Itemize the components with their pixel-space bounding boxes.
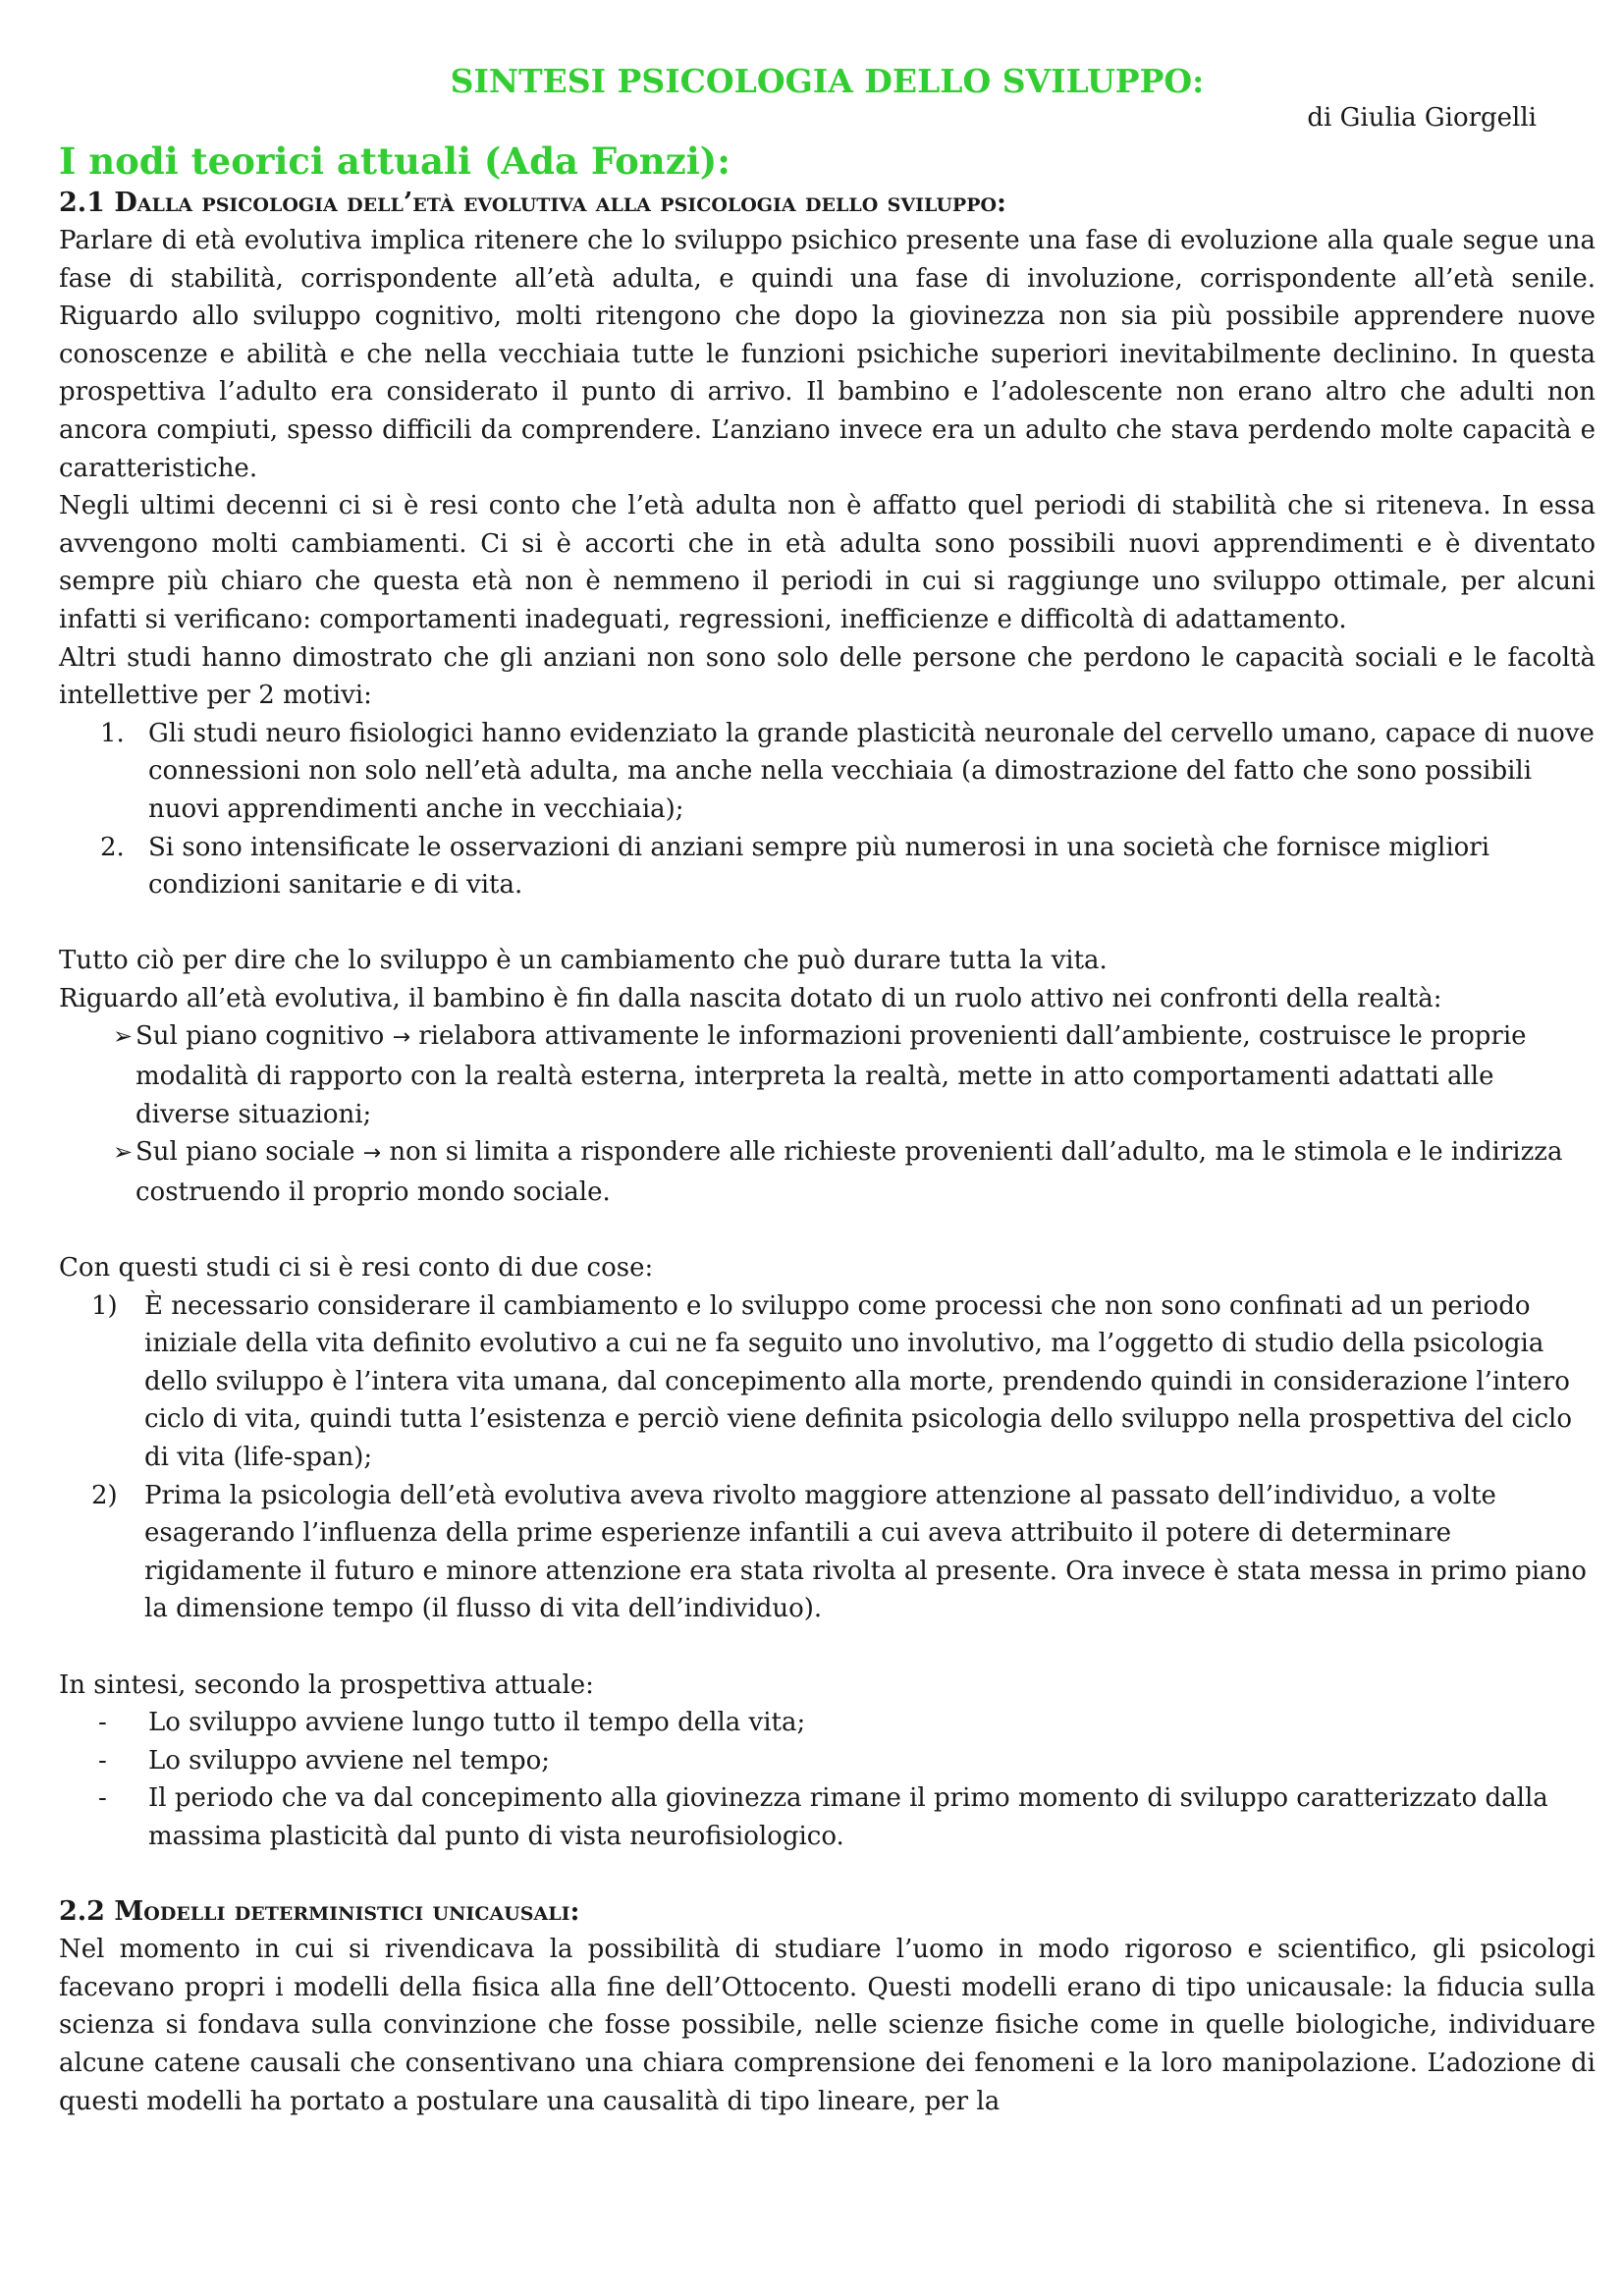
list-marker: 1.: [100, 718, 125, 748]
paragraph: Parlare di età evolutiva implica ritenere che lo sviluppo psichico presente una fase di evoluzione alla quale segue una fase di stabilità, corrispondente all’età adulta, e quindi una fase di involuzione, corrispondente all’età senile. Riguardo allo sviluppo cognitivo, molti ritengono che dopo la giovinezza non sia più possibile apprendere nuove conoscenze e abilità e che nella vecchiaia tutte le funzioni psichiche superiori inevitabilmente declinino. In questa prospettiva l’adulto era considerato il punto di arrivo. Il bambino e l’adolescente non erano altro che adulti non ancora compiuti, spesso difficili da comprendere. L’anziano invece era un adulto che stava perdendo molte capacità e caratteristiche.: [59, 226, 1596, 483]
arrow-bullet-icon: ➢: [113, 1138, 134, 1167]
section-2-2-title: Modelli deterministici unicausali:: [114, 1896, 580, 1928]
paragraph: Negli ultimi decenni ci si è resi conto che l’età adulta non è affatto quel periodi di stabilità che si riteneva. In essa avvengono molti cambiamenti. Ci si è accorti che in età adulta sono possibili nuovi apprendimenti e è diventato sempre più chiaro che questa età non è nemmeno il periodi in cui si raggiunge uno sviluppo ottimale, per alcuni infatti si verificano: comportamenti inadeguati, regressioni, inefficienze e difficoltà di adattamento.: [59, 491, 1596, 634]
spacer: [59, 904, 1596, 943]
list-marker: 2): [91, 1480, 118, 1510]
spacer: [59, 1628, 1596, 1667]
list-item: [59, 1779, 1596, 1855]
list-marker: -: [98, 1708, 107, 1738]
document-page: [59, 59, 1596, 2120]
spacer: [59, 1856, 1596, 1894]
list-item: [59, 1477, 1596, 1628]
list-item: [59, 1133, 1596, 1211]
list-marker: 2.: [100, 832, 125, 862]
planes-list: [59, 1017, 1596, 1211]
list-item: [59, 1017, 1596, 1133]
section-2-1-number: 2.1: [59, 188, 105, 218]
author-line: di Giulia Giorgelli: [1307, 103, 1537, 133]
list-marker: -: [98, 1745, 107, 1776]
paragraph: In sintesi, secondo la prospettiva attuale:: [59, 1669, 594, 1700]
list-item-text: non si limita a rispondere alle richieste provenienti dall’adulto, ma le stimola e le indirizza costruendo il proprio mondo sociale.: [135, 1137, 1563, 1207]
paragraph: Riguardo all’età evolutiva, il bambino è fin dalla nascita dotato di un ruolo attivo nei confronti della realtà:: [59, 983, 1442, 1013]
list-item-text: Lo sviluppo avviene nel tempo;: [148, 1745, 551, 1776]
list-item: [59, 829, 1596, 904]
list-item-text: Il periodo che va dal concepimento alla giovinezza rimane il primo momento di sviluppo caratterizzato dalla massima plasticità dal punto di vista neurofisiologico.: [148, 1783, 1548, 1851]
summary-list: [59, 1704, 1596, 1855]
list-item-text: rielabora attivamente le informazioni provenienti dall’ambiente, costruisce le proprie modalità di rapporto con la realtà esterna, interpreta la realtà, mette in atto comportamenti adattati alle diverse situazioni;: [135, 1021, 1527, 1129]
list-item-text: Prima la psicologia dell’età evolutiva aveva rivolto maggiore attenzione al passato dell’individuo, a volte esagerando l’influenza della prime esperienze infantili a cui aveva attribuito il potere di determinare rigidamente il futuro e minore attenzione era stata rivolta al presente. Ora invece è stata messa in primo piano la dimensione tempo (il flusso di vita dell’individuo).: [144, 1480, 1587, 1624]
list-item-text: Lo sviluppo avviene lungo tutto il tempo della vita;: [148, 1708, 806, 1738]
right-arrow-icon: →: [392, 1025, 410, 1051]
section-2-2-heading: [59, 1893, 1596, 1931]
list-marker: 1): [91, 1290, 118, 1321]
paragraph: Tutto ciò per dire che lo sviluppo è un cambiamento che può durare tutta la vita.: [59, 946, 1108, 976]
plane-label: Sul piano cognitivo: [135, 1021, 385, 1052]
list-marker: -: [98, 1783, 107, 1814]
list-item-text: Si sono intensificate le osservazioni di anziani sempre più numerosi in una società che fornisce migliori condizioni sanitarie e di vita.: [148, 832, 1490, 901]
paragraph: Nel momento in cui si rivendicava la possibilità di studiare l’uomo in modo rigoroso e scientifico, gli psicologi facevano propri i modelli della fisica alla fine dell’Ottocento. Questi modelli erano di tipo unicausale: la fiducia sulla scienza si fondava sulla convinzione che fosse possibile, nelle scienze fisiche come in quelle biologiche, individuare alcune catene causali che consentivano una chiara comprensione dei fenomeni e la loro manipolazione. L’adozione di questi modelli ha portato a postulare una causalità di tipo lineare, per la: [59, 1935, 1596, 2116]
spacer: [59, 1211, 1596, 1249]
list-item: [59, 715, 1596, 829]
chapter-heading: I nodi teorici attuali (Ada Fonzi):: [59, 139, 730, 183]
document-title: SINTESI PSICOLOGIA DELLO SVILUPPO:: [450, 62, 1205, 100]
list-item-text: È necessario considerare il cambiamento e lo sviluppo come processi che non sono confinati ad un periodo iniziale della vita definito evolutivo a cui ne fa seguito uno involutivo, ma l’oggetto di studio della psicologia dello sviluppo è l’intera vita umana, dal concepimento alla morte, prendendo quindi in considerazione l’intero ciclo di vita, quindi tutta l’esistenza e perciò viene definita psicologia dello sviluppo nella prospettiva del ciclo di vita (life-span);: [144, 1290, 1572, 1472]
section-2-2-number: 2.2: [59, 1896, 105, 1928]
list-item-text: Gli studi neuro fisiologici hanno evidenziato la grande plasticità neuronale del cervello umano, capace di nuove connessioni non solo nell’età adulta, ma anche nella vecchiaia (a dimostrazione del fatto che sono possibili nuovi apprendimenti anche in vecchiaia);: [148, 718, 1595, 824]
list-item: [59, 1287, 1596, 1477]
list-item: [59, 1742, 1596, 1780]
paragraph: Con questi studi ci si è resi conto di due cose:: [59, 1253, 654, 1284]
reasons-list: [59, 715, 1596, 904]
arrow-bullet-icon: ➢: [113, 1022, 134, 1051]
list-item: [59, 1704, 1596, 1742]
section-2-1-title: Dalla psicologia dell’età evolutiva alla psicologia dello sviluppo:: [114, 188, 1007, 218]
right-arrow-icon: →: [362, 1141, 382, 1167]
plane-label: Sul piano sociale: [135, 1137, 355, 1168]
paragraph: Altri studi hanno dimostrato che gli anziani non sono solo delle persone che perdono le capacità sociali e le facoltà intellettive per 2 motivi:: [59, 642, 1596, 711]
findings-list: [59, 1287, 1596, 1628]
section-2-1-heading: [59, 185, 1596, 222]
